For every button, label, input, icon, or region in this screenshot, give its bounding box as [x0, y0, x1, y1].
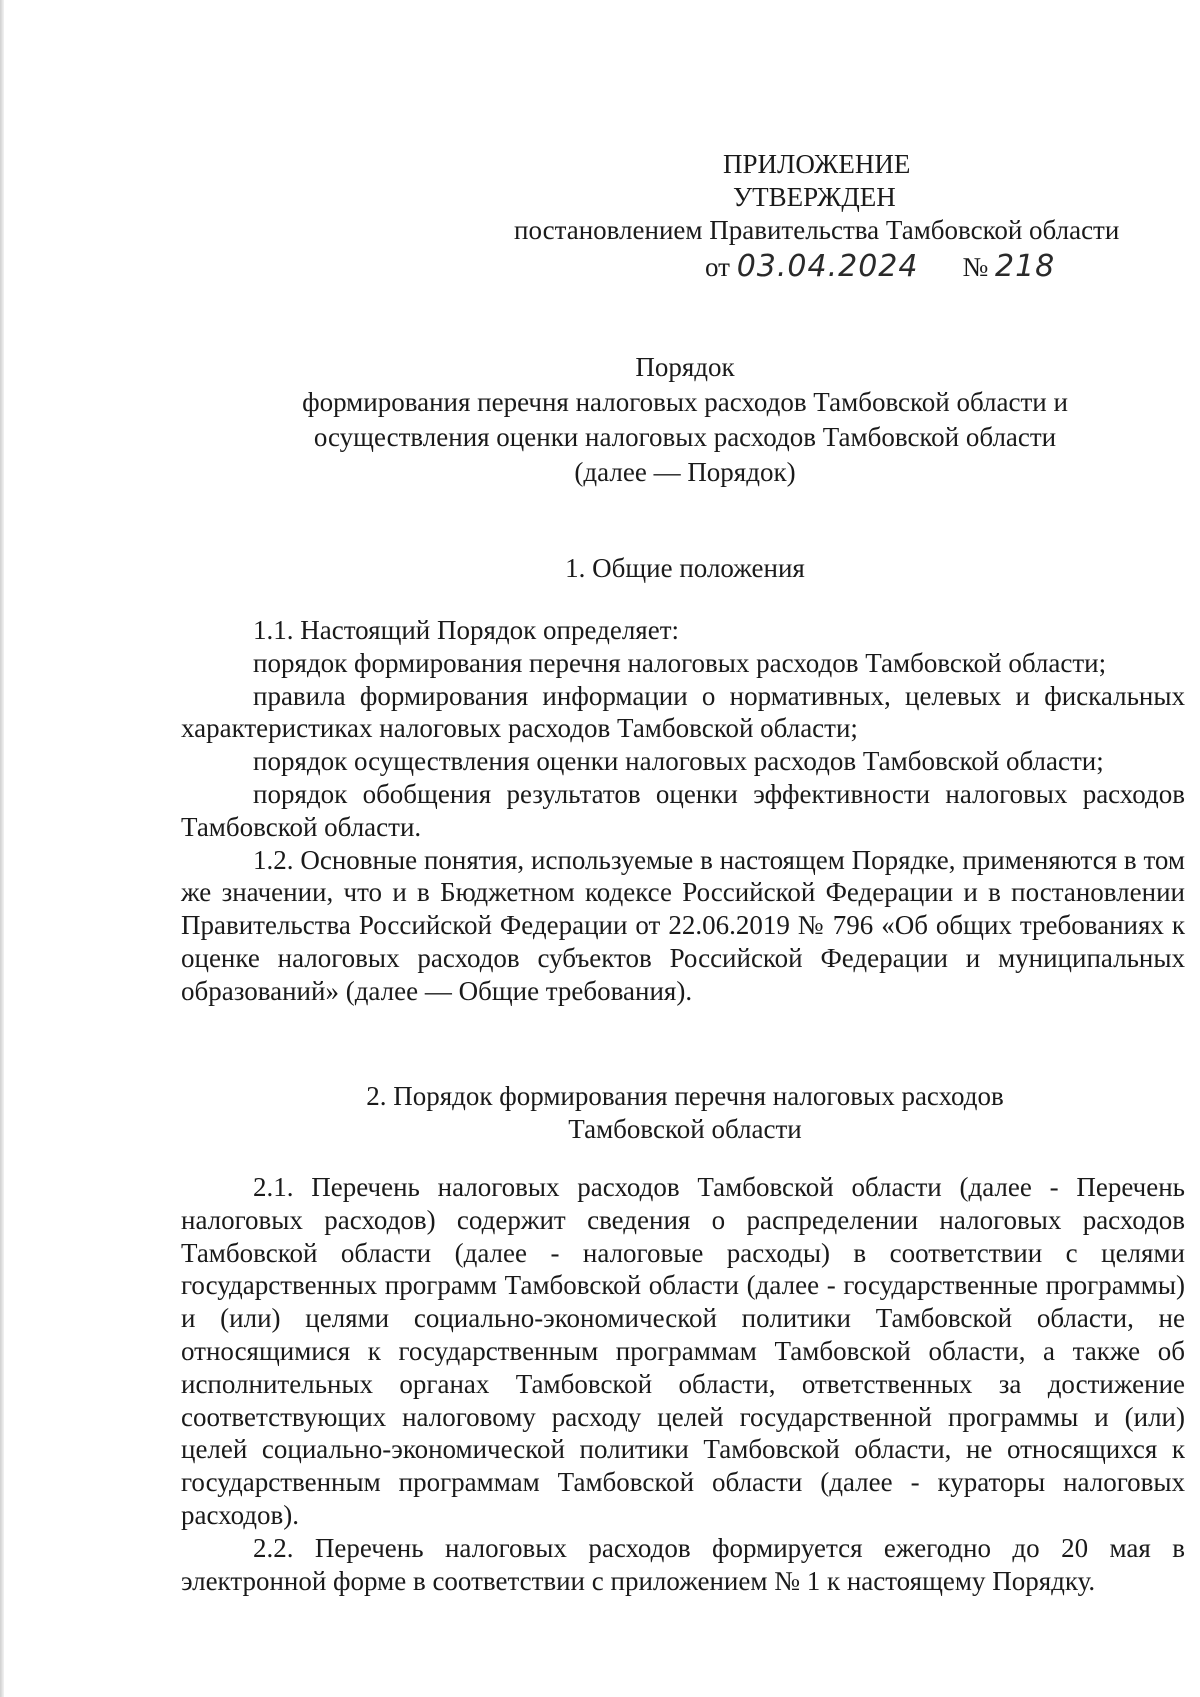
approval-block [460, 148, 1180, 284]
title-line-3: осуществления оценки налоговых расходов Тамбовской области [313, 422, 1057, 452]
section-2-body [181, 1171, 1185, 1597]
section-2-heading-line-1: 2. Порядок формирования перечня налоговых расходов [366, 1081, 1004, 1111]
title-line-4: (далее — Порядок) [574, 457, 796, 487]
section-1-heading: 1. Общие положения [565, 553, 805, 583]
paragraph: 2.1. Перечень налоговых расходов Тамбовской области (далее - Перечень налоговых расходов) содержит сведения о распределении налоговых расходов Тамбовской области (далее - налоговые расходы) в соответствии с целями государственных программ Тамбовской области (далее - государственные программы) и (или) целями социально-экономической политики Тамбовской области, не относящимися к государственным программам Тамбовской области, а также об исполнительных органах Тамбовской области, ответственных за достижение соответствующих налоговому расходу целей государственной программы и (или) целей социально-экономической политики Тамбовской области, не относящихся к государственным программам Тамбовской области (далее - кураторы налоговых расходов). [181, 1172, 1185, 1530]
decree-reference: постановлением Правительства Тамбовской области [514, 215, 1120, 245]
paragraph: порядок осуществления оценки налоговых расходов Тамбовской области; [253, 746, 1104, 777]
title-line-2: формирования перечня налоговых расходов Тамбовской области и [302, 387, 1068, 417]
title-line-1: Порядок [635, 352, 735, 382]
paragraph: порядок обобщения результатов оценки эффективности налоговых расходов Тамбовской области. [181, 778, 1185, 842]
section-2-heading-line-2: Тамбовской области [568, 1114, 802, 1144]
scan-edge [0, 0, 4, 1697]
appendix-label: ПРИЛОЖЕНИЕ [723, 149, 911, 179]
document-title [180, 350, 1190, 490]
decree-date-number [705, 250, 1180, 284]
section-2-heading [180, 1080, 1190, 1146]
date-prefix: от [705, 252, 730, 282]
decree-number: 218 [995, 249, 1056, 284]
paragraph: порядок формирования перечня налоговых расходов Тамбовской области; [253, 647, 1107, 678]
paragraph: 1.1. Настоящий Порядок определяет: [253, 615, 680, 645]
paragraph: правила формирования информации о нормативных, целевых и фискальных характеристиках налоговых расходов Тамбовской области; [181, 680, 1185, 744]
section-1-body [181, 614, 1185, 1008]
number-prefix: № [962, 252, 989, 282]
paragraph: 1.2. Основные понятия, используемые в настоящем Порядке, применяются в том же значении, что и в Бюджетном кодексе Российской Федерации и в постановлении Правительства Российской Федерации от 22.06.2019 № 796 «Об общих требованиях к оценке налоговых расходов субъектов Российской Федерации и муниципальных образований» (далее — Общие требования). [181, 844, 1185, 1006]
decree-date: 03.04.2024 [736, 249, 919, 284]
paragraph: 2.2. Перечень налоговых расходов формируется ежегодно до 20 мая в электронной форме в соответствии с приложением № 1 к настоящему Порядку. [181, 1532, 1185, 1596]
approved-label: УТВЕРЖДЕН [733, 182, 896, 212]
